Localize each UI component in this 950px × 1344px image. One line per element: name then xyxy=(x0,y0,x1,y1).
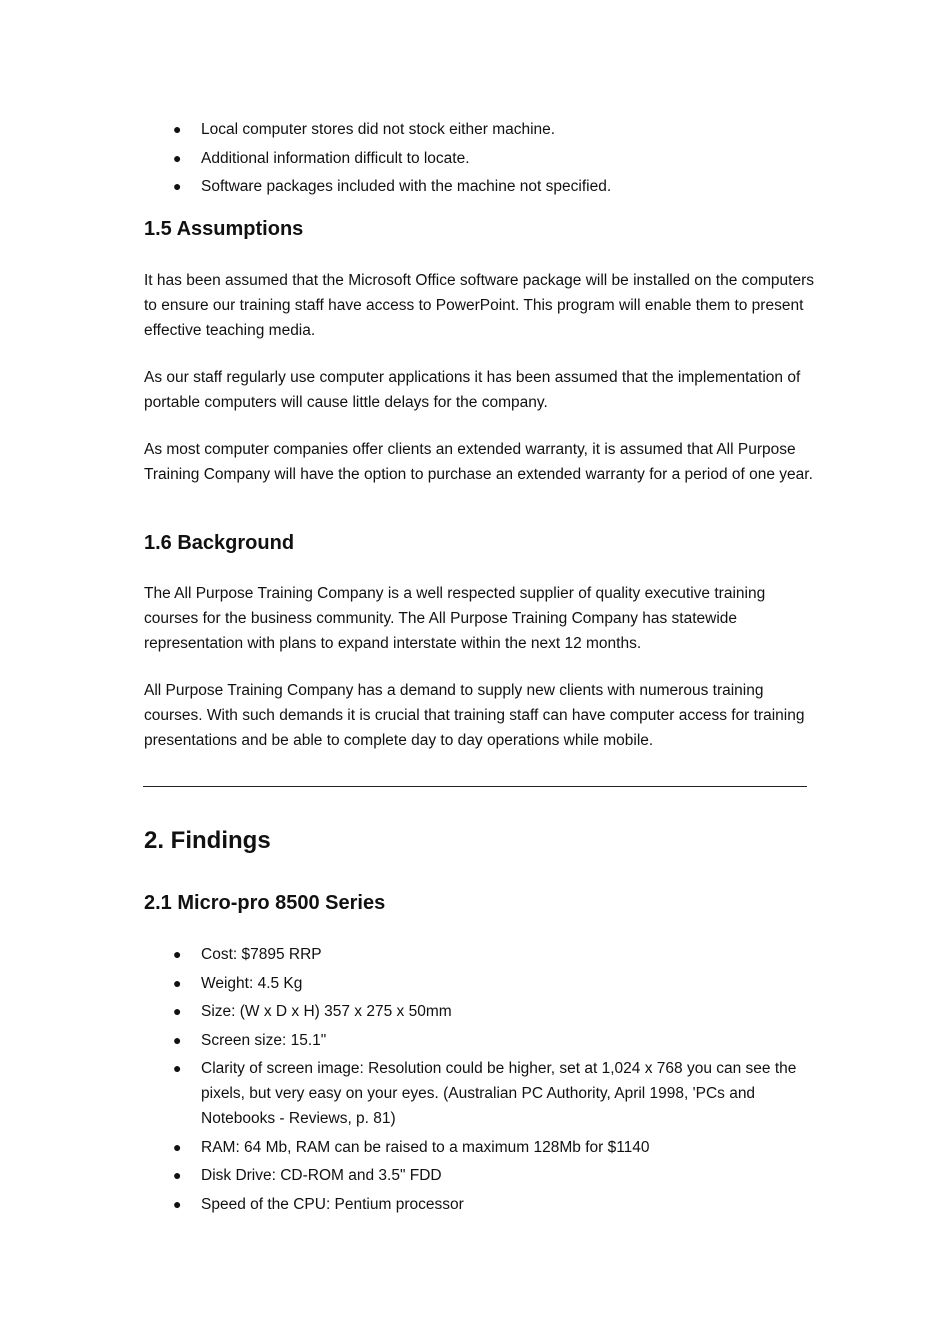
list-item: ● Weight: 4.5 Kg xyxy=(0,971,950,996)
bullet-icon: ● xyxy=(173,121,182,137)
assumptions-paragraph-2: As our staff regularly use computer applications it has been assumed that the implementation of portable computers will cause little delays for the company. xyxy=(144,369,801,411)
bullet-icon: ● xyxy=(173,1003,182,1019)
bullet-icon: ● xyxy=(173,1138,182,1155)
list-item: ● Local computer stores did not stock either machine. xyxy=(0,117,950,142)
background-paragraph-2: All Purpose Training Company has a demand to supply new clients with numerous training courses. With such demands it is crucial that training staff can have computer access for training presentations and be able to complete day to day operations while mobile. xyxy=(144,682,805,749)
list-item: ● RAM: 64 Mb, RAM can be raised to a maximum 128Mb for $1140 xyxy=(0,1135,950,1160)
list-item: ● Clarity of screen image: Resolution could be higher, set at 1,024 x 768 you can see the pixels, but very easy on your eyes. (Australian PC Authority, April 1998, 'PCs and Notebooks - Reviews, p. 81) xyxy=(0,1056,950,1131)
list-item: ● Cost: $7895 RRP xyxy=(0,942,950,967)
bullet-icon: ● xyxy=(173,974,182,991)
bullet-icon: ● xyxy=(173,1031,182,1048)
background-heading: 1.6 Background xyxy=(144,532,295,554)
section-divider xyxy=(143,786,807,787)
findings-heading: 2. Findings xyxy=(144,827,271,854)
bullet-icon: ● xyxy=(173,178,182,194)
list-item: ● Software packages included with the machine not specified. xyxy=(0,174,950,199)
specs-list xyxy=(0,942,950,1217)
background-paragraph-1: The All Purpose Training Company is a well respected supplier of quality executive training courses for the business community. The All Purpose Training Company has statewide representation with plans to expand interstate within the next 12 months. xyxy=(144,585,766,652)
limitations-list xyxy=(0,117,950,199)
list-item: ● Disk Drive: CD-ROM and 3.5" FDD xyxy=(0,1163,950,1188)
assumptions-paragraph-3: As most computer companies offer clients an extended warranty, it is assumed that All Purpose Training Company will have the option to purchase an extended warranty for a period of one year. xyxy=(144,441,813,483)
micro-pro-heading: 2.1 Micro-pro 8500 Series xyxy=(144,892,386,914)
bullet-icon: ● xyxy=(173,1167,182,1183)
assumptions-paragraph-1: It has been assumed that the Microsoft Office software package will be installed on the computers to ensure our training staff have access to PowerPoint. This program will enable them to present effective teaching media. xyxy=(144,272,815,339)
bullet-icon: ● xyxy=(173,1060,182,1076)
bullet-icon: ● xyxy=(173,1195,182,1212)
bullet-icon: ● xyxy=(173,946,182,962)
assumptions-heading: 1.5 Assumptions xyxy=(144,218,304,240)
list-item: ● Additional information difficult to locate. xyxy=(0,146,950,171)
list-item: ● Speed of the CPU: Pentium processor xyxy=(0,1192,950,1217)
bullet-icon: ● xyxy=(173,149,182,166)
list-item: ● Screen size: 15.1" xyxy=(0,1028,950,1053)
list-item: ● Size: (W x D x H) 357 x 275 x 50mm xyxy=(0,999,950,1024)
